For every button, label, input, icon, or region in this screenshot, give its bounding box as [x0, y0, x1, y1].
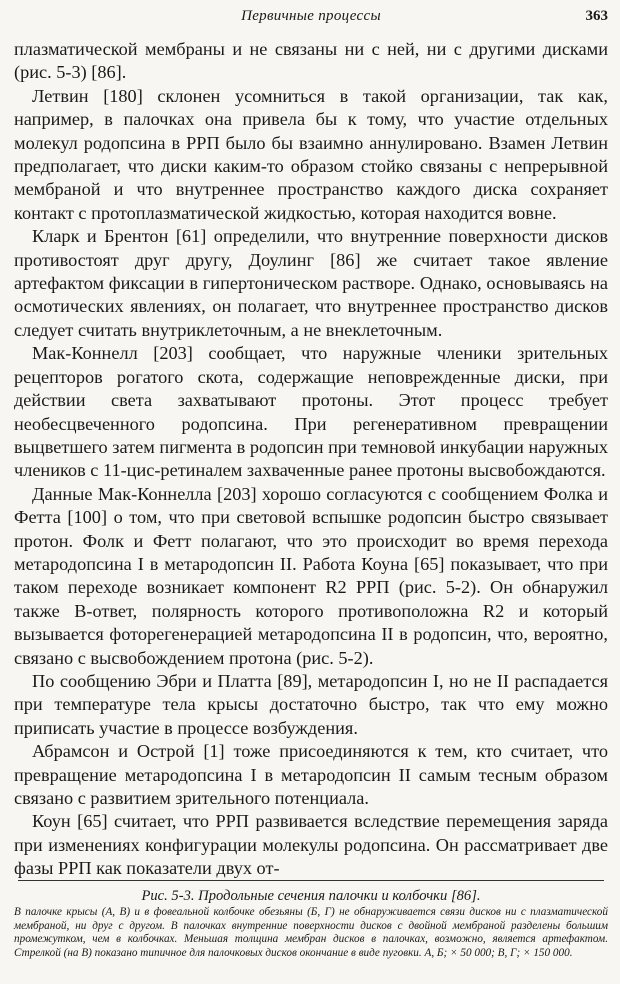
paragraph: Коун [65] считает, что РРП развивается вследствие перемещения заряда при изменениях конфигурации молекулы родопсина. Он рассматривает две фазы РРП как показатели двух от- — [14, 811, 608, 879]
paragraph: Кларк и Брентон [61] определили, что внутренние поверхности дисков противостоят друг другу, Доулинг [86] же считает такое явление артефактом фиксации в гипертоническом растворе. Однако, основываясь на осмотических явлениях, он полагает, что внутреннее пространство дисков следует считать внутриклеточным, а не внеклеточным. — [14, 226, 608, 340]
caption-divider — [18, 880, 604, 881]
paragraph: Данные Мак-Коннелла [203] хорошо согласуются с сообщением Фолка и Фетта [100] о том, что при световой вспышке родопсин быстро связывает протон. Фолк и Фетт полагают, что это происходит во время перехода метародопсина I в метародопсин II. Работа Коуна [65] показывает, что при таком переходе возникает компонент R2 РРП (рис. 5-2). Он обнаружил также B-ответ, полярность которого противоположна R2 и который вызывается фоторегенерацией метародопсина II в родопсин, что, вероятно, связано с высвобождением протона (рис. 5-2). — [14, 483, 608, 668]
paragraph: По сообщению Эбри и Платта [89], метародопсин I, но не II распадается при температуре тела крысы достаточно быстро, так что ему можно приписать участие в процессе возбуждения. — [14, 670, 608, 738]
body-text — [14, 38, 608, 881]
figure-legend: В палочке крысы (А, В) и в фовеальной колбочке обезьяны (Б, Г) не обнаруживается связи дисков ни с плазматической мембраной, ни друг с другом. В палочках внутренние поверхности дисков с двойной мембраной разделены большим промежутком, чем в колбочках. Меньшая толщина мембран дисков в палочках, возможно, является артефактом. Стрелкой (на В) показано типичное для палочковых дисков окончание в виде пуговки. А, Б; × 50 000; В, Г; × 150 000. — [14, 906, 608, 959]
figure-caption: Рис. 5-3. Продольные сечения палочки и колбочки [86]. — [141, 888, 481, 904]
paragraph: Абрамсон и Острой [1] тоже присоединяются к тем, кто считает, что превращение метародопсина I в метародопсин II самым тесным образом связано с развитием зрительного потенциала. — [14, 741, 608, 808]
page-number: 363 — [585, 8, 608, 24]
paragraph: плазматической мембраны и не связаны ни с ней, ни с другими дисками (рис. 5-3) [86]. — [14, 39, 608, 83]
page-header — [14, 8, 608, 28]
paragraph: Летвин [180] склонен усомниться в такой организации, так как, например, в палочках она привела бы к тому, что участие отдельных молекул родопсина в РРП было бы взаимно аннулировано. Взамен Летвин предполагает, что диски каким-то образом стойко связаны с непрерывной мембраной и что внутреннее пространство каждого диска сохраняет контакт с протоплазматической жидкостью, которая находится вовне. — [14, 85, 608, 223]
book-page — [14, 0, 608, 984]
running-title: Первичные процессы — [241, 8, 381, 24]
paragraph: Мак-Коннелл [203] сообщает, что наружные членики зрительных рецепторов рогатого скота, содержащие неповрежденные диски, при действии света захватывают протоны. Этот процесс требует необесцвеченного родопсина. При регенеративном превращении выцветшего затем пигмента в родопсин при темновой инкубации наружных члеников с 11-цис-ретиналем захваченные ранее протоны высвобождаются. — [14, 343, 608, 481]
